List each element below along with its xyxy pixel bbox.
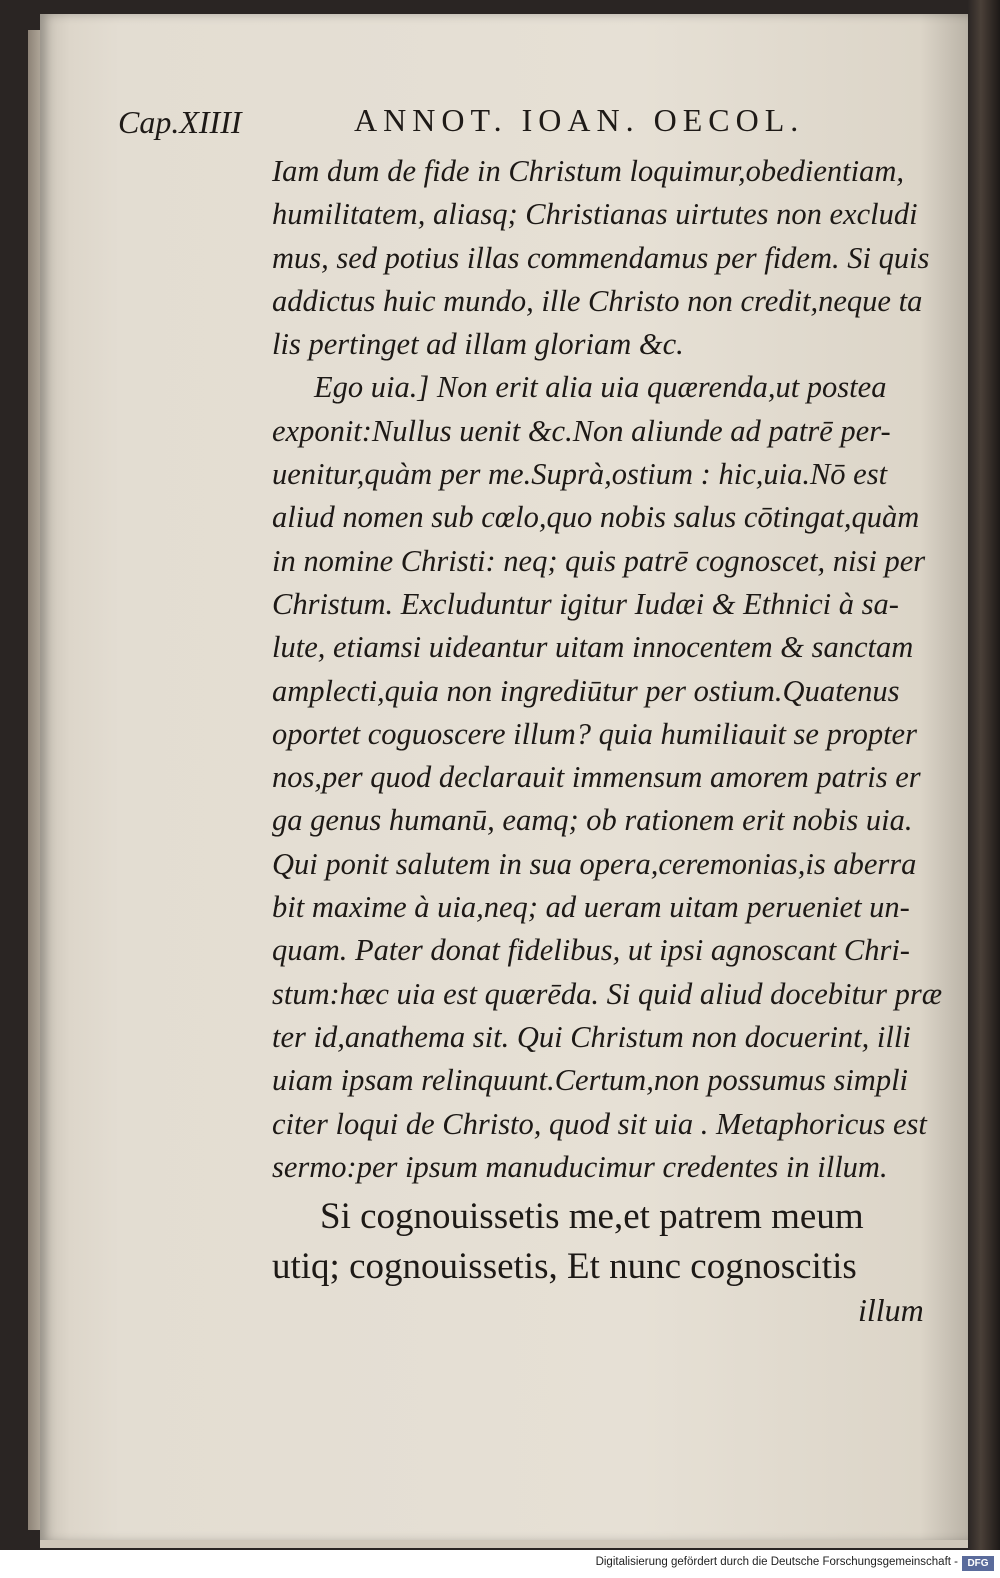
text-line: sermo:per ipsum manuducimur credentes in illum.	[272, 1149, 888, 1184]
running-title: ANNOT. IOAN. OECOL.	[354, 102, 805, 138]
text-line: oportet coguoscere illum? quia humiliauit se propter	[272, 716, 917, 751]
text-line: lis pertinget ad illam gloriam &c.	[272, 327, 684, 362]
text-line: humilitatem, aliasq; Christianas uirtutes non excludi	[272, 197, 918, 232]
text-line: mus, sed potius illas commendamus per fidem. Si quis	[272, 240, 930, 275]
dfg-logo: DFG	[962, 1556, 994, 1571]
book-cover-edge	[968, 0, 1000, 1578]
text-line: uenitur,quàm per me.Suprà,ostium : hic,uia.Nō est	[272, 457, 888, 492]
digitization-footer	[0, 1550, 1000, 1578]
text-line: nos,per quod declarauit immensum amorem patris er	[272, 760, 921, 795]
funding-credit: Digitalisierung gefördert durch die Deutsche Forschungsgemeinschaft -	[595, 1556, 958, 1568]
page-bottom-edge	[40, 1540, 970, 1548]
running-header	[118, 102, 878, 146]
text-line: uiam ipsam relinquunt.Certum,non possumus simpli	[272, 1063, 909, 1098]
text-line: amplecti,quia non ingrediūtur per ostium.Quatenus	[272, 673, 900, 708]
text-line: Christum. Excluduntur igitur Iudæi & Ethnici à sa-	[272, 586, 899, 621]
chapter-label: Cap.XIIII	[118, 104, 242, 140]
commentary-text	[272, 150, 942, 1189]
text-line: lute, etiamsi uideantur uitam innocentem & sanctam	[272, 630, 914, 665]
scripture-text	[272, 1192, 942, 1292]
text-line: Qui ponit salutem in sua opera,ceremonias,is aberra	[272, 846, 917, 881]
text-line: exponit:Nullus uenit &c.Non aliunde ad patrē per-	[272, 413, 891, 448]
text-line: bit maxime à uia,neq; ad ueram uitam perueniet un-	[272, 890, 910, 925]
catchword: illum	[858, 1292, 924, 1328]
text-line: ga genus humanū, eamq; ob rationem erit nobis uia.	[272, 803, 913, 838]
text-line: Ego uia.] Non erit alia uia quærenda,ut postea	[314, 370, 887, 405]
text-line: quam. Pater donat fidelibus, ut ipsi agnoscant Chri-	[272, 933, 910, 968]
scripture-line: Si cognouissetis me,et patrem meum	[320, 1196, 864, 1237]
text-line: Iam dum de fide in Christum loquimur,obedientiam,	[272, 154, 904, 188]
text-line: ter id,anathema sit. Qui Christum non docuerint, illi	[272, 1019, 911, 1054]
scripture-line: utiq; cognouissetis, Et nunc cognoscitis	[272, 1246, 857, 1287]
text-line: addictus huic mundo, ille Christo non credit,neque ta	[272, 283, 923, 318]
text-line: citer loqui de Christo, quod sit uia . Metaphoricus est	[272, 1106, 927, 1141]
text-line: stum:hæc uia est quærēda. Si quid aliud docebitur præ	[272, 976, 943, 1011]
text-line: in nomine Christi: neq; quis patrē cognoscet, nisi per	[272, 543, 926, 578]
text-line: aliud nomen sub cœlo,quo nobis salus cōtingat,quàm	[272, 500, 920, 535]
